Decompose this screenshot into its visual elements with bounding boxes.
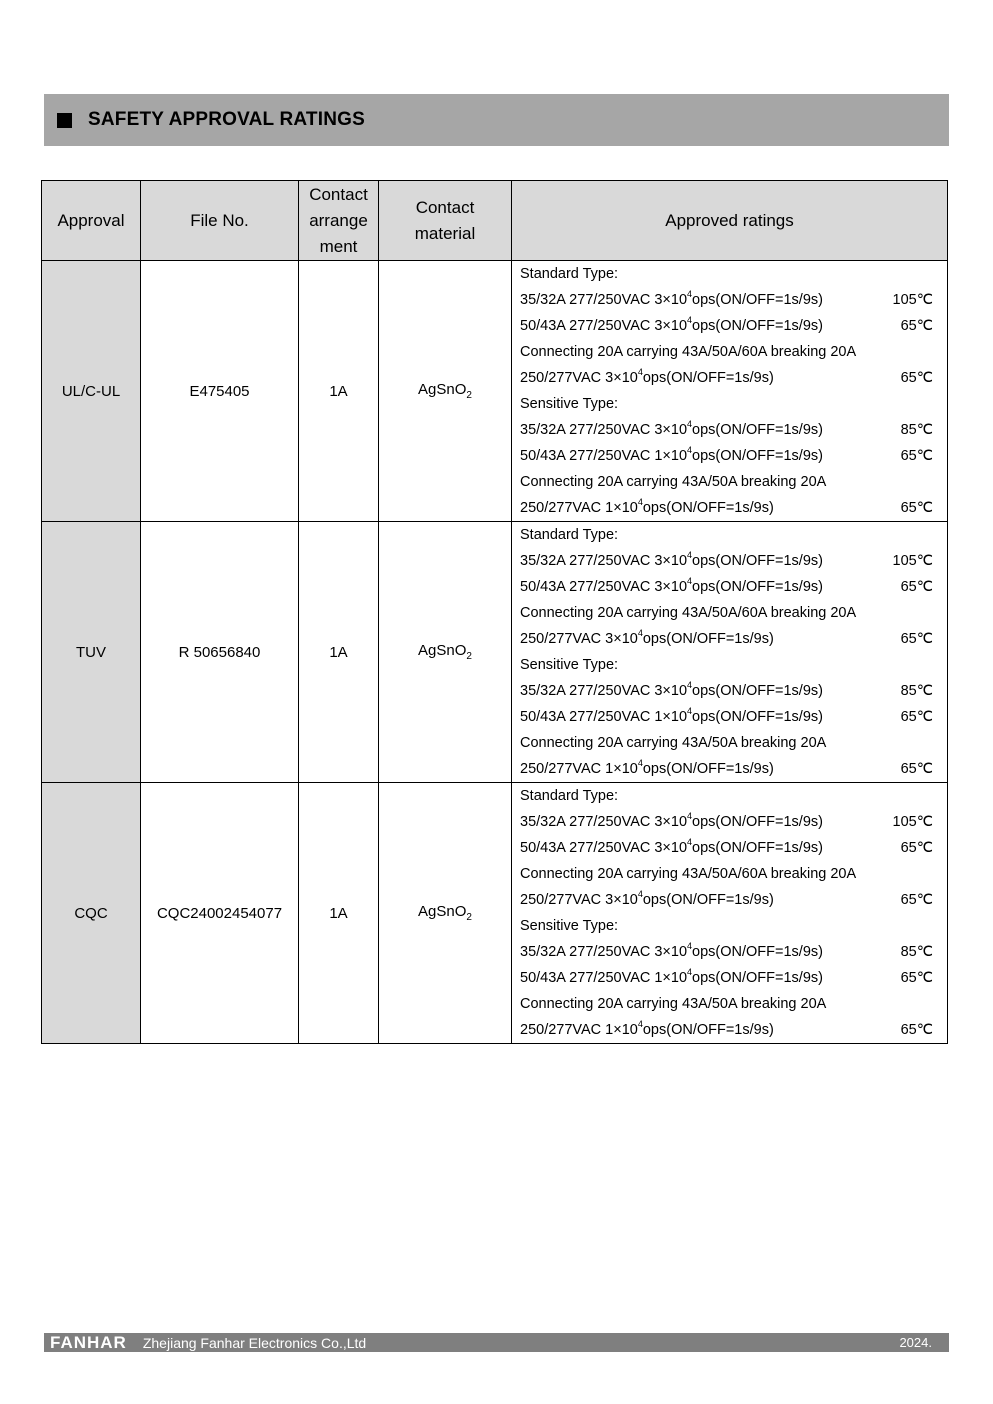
rating-temperature: 85℃ <box>900 422 933 438</box>
rating-text-ops: ops(ON/OFF=1s/9s) <box>642 500 774 516</box>
rating-text <box>520 417 823 443</box>
rating-text-ops: ops(ON/OFF=1s/9s) <box>692 709 823 725</box>
rating-line <box>512 991 947 1017</box>
header-approval: Approval <box>42 181 141 261</box>
contact-arrangement-cell: 1A <box>299 522 379 783</box>
rating-line <box>512 469 947 495</box>
rating-line <box>512 861 947 887</box>
rating-temperature: 65℃ <box>900 448 933 464</box>
rating-temperature: 65℃ <box>900 761 933 777</box>
rating-text-ops: ops(ON/OFF=1s/9s) <box>642 892 774 908</box>
rating-text-main: 35/32A 277/250VAC 3×10 <box>520 553 688 569</box>
rating-text-ops: ops(ON/OFF=1s/9s) <box>692 292 823 308</box>
file-no-cell: CQC24002454077 <box>141 783 299 1044</box>
rating-text <box>520 443 823 469</box>
rating-exponent: 4 <box>687 550 693 561</box>
rating-line <box>512 313 947 339</box>
rating-exponent: 4 <box>687 576 693 587</box>
rating-text <box>520 574 823 600</box>
rating-text: Sensitive Type: <box>520 918 619 934</box>
rating-text-main: 250/277VAC 3×10 <box>520 631 638 647</box>
rating-temperature: 105℃ <box>892 292 933 308</box>
approved-ratings-cell <box>512 522 948 783</box>
header-contact-arrangement-line: arrange <box>309 210 368 230</box>
rating-text <box>520 287 823 313</box>
rating-line <box>512 495 947 521</box>
rating-line <box>512 965 947 991</box>
rating-line <box>512 391 947 417</box>
rating-line <box>512 339 947 365</box>
header-approved-ratings: Approved ratings <box>512 181 948 261</box>
header-contact-arrangement-line: Contact <box>309 184 368 204</box>
rating-text-main: 250/277VAC 3×10 <box>520 892 638 908</box>
approved-ratings-cell <box>512 783 948 1044</box>
rating-text-ops: ops(ON/OFF=1s/9s) <box>642 761 774 777</box>
approval-cell: CQC <box>42 783 141 1044</box>
rating-line <box>512 652 947 678</box>
rating-text <box>520 756 774 782</box>
rating-text: Sensitive Type: <box>520 657 619 673</box>
material-subscript: 2 <box>466 912 472 923</box>
material-text: AgSnO <box>418 903 467 920</box>
rating-line <box>512 417 947 443</box>
rating-line <box>512 756 947 782</box>
contact-arrangement-cell: 1A <box>299 261 379 522</box>
table-header-row <box>42 181 948 261</box>
rating-text: Connecting 20A carrying 43A/50A/60A breaking 20A <box>520 344 857 360</box>
rating-line <box>512 1017 947 1043</box>
material-text: AgSnO <box>418 381 467 398</box>
page-footer <box>44 1333 949 1352</box>
rating-temperature: 85℃ <box>900 683 933 699</box>
approved-ratings-cell <box>512 261 948 522</box>
rating-exponent: 4 <box>687 445 693 456</box>
rating-text: Connecting 20A carrying 43A/50A/60A breaking 20A <box>520 866 857 882</box>
rating-text: Connecting 20A carrying 43A/50A/60A breaking 20A <box>520 605 857 621</box>
rating-exponent: 4 <box>637 758 643 769</box>
rating-line <box>512 887 947 913</box>
rating-temperature: 85℃ <box>900 944 933 960</box>
footer-year: 2024. <box>899 1335 932 1350</box>
rating-temperature: 65℃ <box>900 631 933 647</box>
rating-text <box>520 835 823 861</box>
rating-text-main: 50/43A 277/250VAC 3×10 <box>520 840 688 856</box>
rating-text <box>520 626 774 652</box>
rating-text-main: 35/32A 277/250VAC 3×10 <box>520 944 688 960</box>
rating-line <box>512 835 947 861</box>
file-no-cell: R 50656840 <box>141 522 299 783</box>
rating-exponent: 4 <box>687 289 693 300</box>
footer-company-name: Zhejiang Fanhar Electronics Co.,Ltd <box>142 1334 367 1351</box>
rating-text: Connecting 20A carrying 43A/50A breaking 20A <box>520 996 827 1012</box>
rating-temperature: 65℃ <box>900 579 933 595</box>
rating-text-main: 35/32A 277/250VAC 3×10 <box>520 814 688 830</box>
rating-text <box>520 887 774 913</box>
material-subscript: 2 <box>466 651 472 662</box>
rating-text: Connecting 20A carrying 43A/50A breaking 20A <box>520 735 827 751</box>
safety-ratings-table <box>41 180 948 1044</box>
rating-line <box>512 548 947 574</box>
rating-exponent: 4 <box>637 889 643 900</box>
rating-text: Standard Type: <box>520 527 619 543</box>
rating-text-ops: ops(ON/OFF=1s/9s) <box>692 840 823 856</box>
fanhar-logo: FANHAR <box>50 1332 127 1352</box>
rating-temperature: 65℃ <box>900 1022 933 1038</box>
rating-temperature: 65℃ <box>900 892 933 908</box>
rating-text-main: 35/32A 277/250VAC 3×10 <box>520 422 688 438</box>
rating-text-ops: ops(ON/OFF=1s/9s) <box>692 944 823 960</box>
rating-exponent: 4 <box>637 1019 643 1030</box>
rating-line <box>512 365 947 391</box>
rating-temperature: 65℃ <box>900 370 933 386</box>
rating-text-main: 35/32A 277/250VAC 3×10 <box>520 683 688 699</box>
rating-temperature: 65℃ <box>900 840 933 856</box>
rating-text-main: 50/43A 277/250VAC 1×10 <box>520 448 688 464</box>
rating-exponent: 4 <box>687 941 693 952</box>
rating-exponent: 4 <box>687 967 693 978</box>
contact-material-cell <box>379 522 512 783</box>
rating-line <box>512 704 947 730</box>
rating-line <box>512 783 947 809</box>
table-row <box>42 261 948 522</box>
rating-line <box>512 261 947 287</box>
rating-line <box>512 574 947 600</box>
section-title: SAFETY APPROVAL RATINGS <box>88 109 365 130</box>
rating-exponent: 4 <box>687 419 693 430</box>
section-header-bar <box>44 94 949 146</box>
rating-line <box>512 600 947 626</box>
rating-line <box>512 730 947 756</box>
rating-line <box>512 939 947 965</box>
rating-text <box>520 939 823 965</box>
rating-line <box>512 626 947 652</box>
rating-text <box>520 313 823 339</box>
contact-material-cell <box>379 261 512 522</box>
rating-text-ops: ops(ON/OFF=1s/9s) <box>642 1022 774 1038</box>
rating-text <box>520 495 774 521</box>
header-file-no: File No. <box>141 181 299 261</box>
rating-text <box>520 365 774 391</box>
rating-exponent: 4 <box>687 837 693 848</box>
file-no-cell: E475405 <box>141 261 299 522</box>
table-row <box>42 783 948 1044</box>
rating-temperature: 65℃ <box>900 318 933 334</box>
rating-text-ops: ops(ON/OFF=1s/9s) <box>692 422 823 438</box>
rating-text <box>520 548 823 574</box>
header-contact-material-line: material <box>414 223 476 243</box>
contact-arrangement-cell: 1A <box>299 783 379 1044</box>
rating-text-ops: ops(ON/OFF=1s/9s) <box>692 579 823 595</box>
rating-text: Sensitive Type: <box>520 396 619 412</box>
rating-temperature: 105℃ <box>892 814 933 830</box>
header-contact-material <box>379 181 512 261</box>
header-contact-material-line: Contact <box>415 197 475 217</box>
rating-text: Standard Type: <box>520 788 619 804</box>
rating-line <box>512 443 947 469</box>
rating-text <box>520 1017 774 1043</box>
rating-line <box>512 287 947 313</box>
rating-text-ops: ops(ON/OFF=1s/9s) <box>692 683 823 699</box>
table-row <box>42 522 948 783</box>
rating-text: Standard Type: <box>520 266 619 282</box>
rating-text-ops: ops(ON/OFF=1s/9s) <box>692 448 823 464</box>
black-square-icon <box>57 113 72 128</box>
rating-line <box>512 913 947 939</box>
contact-material-cell <box>379 783 512 1044</box>
rating-exponent: 4 <box>687 706 693 717</box>
rating-text-main: 250/277VAC 1×10 <box>520 1022 638 1038</box>
approval-cell: TUV <box>42 522 141 783</box>
rating-text-main: 50/43A 277/250VAC 1×10 <box>520 709 688 725</box>
rating-text-ops: ops(ON/OFF=1s/9s) <box>692 970 823 986</box>
header-contact-arrangement-line: ment <box>319 236 358 256</box>
approval-cell: UL/C-UL <box>42 261 141 522</box>
rating-temperature: 105℃ <box>892 553 933 569</box>
rating-exponent: 4 <box>637 367 643 378</box>
rating-temperature: 65℃ <box>900 970 933 986</box>
rating-text-ops: ops(ON/OFF=1s/9s) <box>692 814 823 830</box>
rating-exponent: 4 <box>637 628 643 639</box>
rating-text <box>520 678 823 704</box>
rating-text-main: 50/43A 277/250VAC 1×10 <box>520 970 688 986</box>
rating-exponent: 4 <box>687 680 693 691</box>
rating-text: Connecting 20A carrying 43A/50A breaking 20A <box>520 474 827 490</box>
rating-text-ops: ops(ON/OFF=1s/9s) <box>642 631 774 647</box>
rating-text-main: 50/43A 277/250VAC 3×10 <box>520 579 688 595</box>
rating-text-ops: ops(ON/OFF=1s/9s) <box>692 318 823 334</box>
rating-exponent: 4 <box>637 497 643 508</box>
rating-text-ops: ops(ON/OFF=1s/9s) <box>692 553 823 569</box>
rating-text-main: 250/277VAC 3×10 <box>520 370 638 386</box>
rating-line <box>512 809 947 835</box>
rating-text <box>520 704 823 730</box>
rating-temperature: 65℃ <box>900 709 933 725</box>
header-contact-arrangement <box>299 181 379 261</box>
rating-text-main: 250/277VAC 1×10 <box>520 761 638 777</box>
rating-text-main: 50/43A 277/250VAC 3×10 <box>520 318 688 334</box>
rating-text <box>520 965 823 991</box>
rating-line <box>512 678 947 704</box>
rating-exponent: 4 <box>687 315 693 326</box>
rating-text-main: 35/32A 277/250VAC 3×10 <box>520 292 688 308</box>
material-subscript: 2 <box>466 390 472 401</box>
rating-line <box>512 522 947 548</box>
rating-exponent: 4 <box>687 811 693 822</box>
rating-text <box>520 809 823 835</box>
rating-temperature: 65℃ <box>900 500 933 516</box>
material-text: AgSnO <box>418 642 467 659</box>
rating-text-main: 250/277VAC 1×10 <box>520 500 638 516</box>
rating-text-ops: ops(ON/OFF=1s/9s) <box>642 370 774 386</box>
